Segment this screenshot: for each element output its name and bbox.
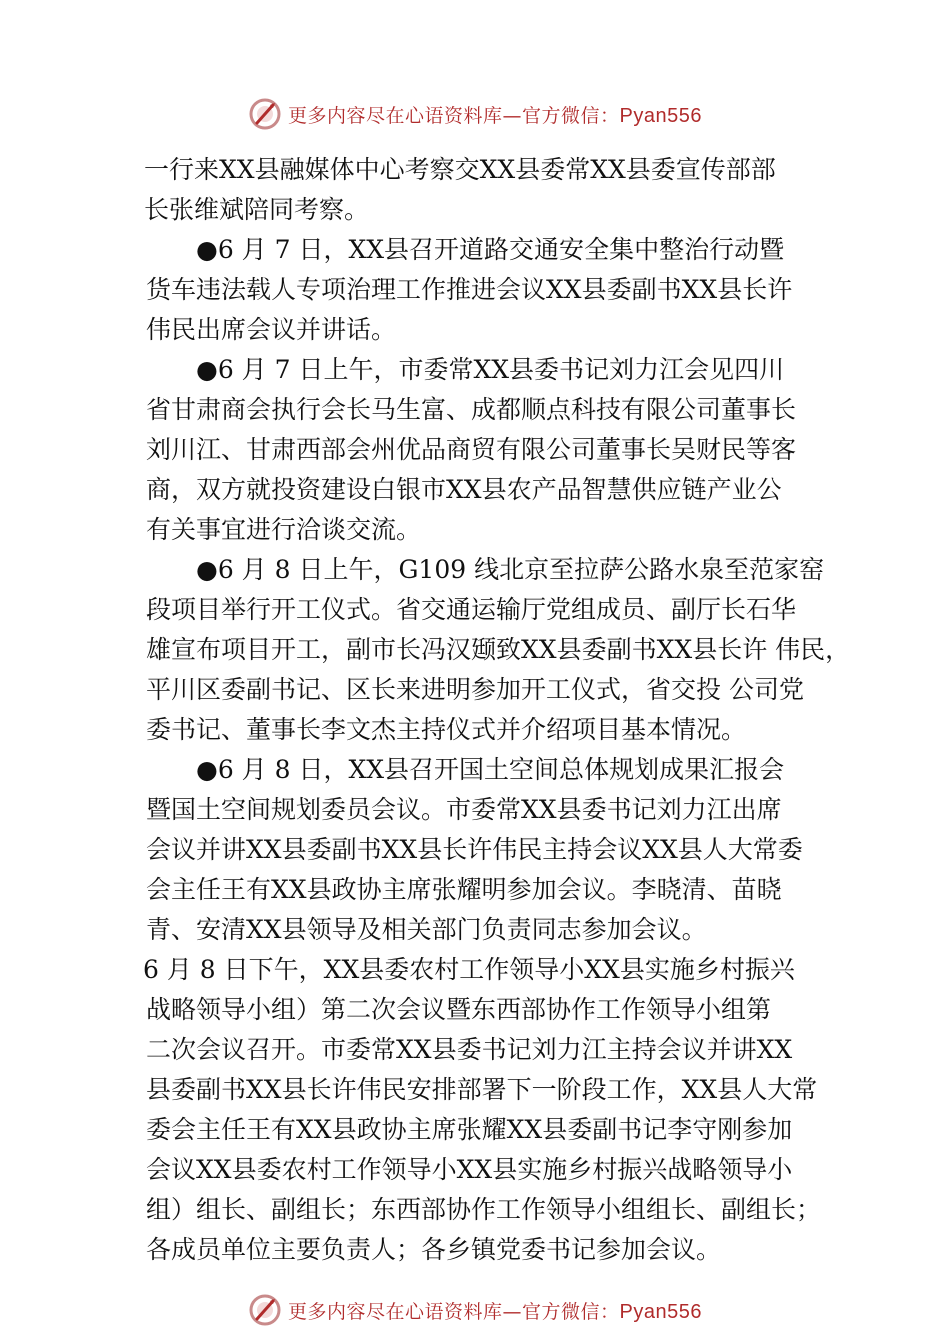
text-line: ●6 月 7 日，XX县召开道路交通安全集中整治行动暨 xyxy=(196,235,785,264)
text-line: ●6 月 8 日上午，G109 线北京至拉萨公路水泉至范家窑 xyxy=(196,555,825,584)
text-line: 县委副书XX县长许伟民安排部署下一阶段工作，XX县人大常 xyxy=(146,1075,818,1104)
paragraph-2 xyxy=(146,230,846,350)
text-line: 伟民出席会议并讲话。 xyxy=(146,315,397,344)
text-line: 刘川江、甘肃西部会州优品商贸有限公司董事长吴财民等客 xyxy=(146,435,797,464)
text-line: 会议XX县委农村工作领导小XX县实施乡村振兴战略领导小 xyxy=(146,1155,793,1184)
text-line: 组）组长、副组长；东西部协作工作领导小组组长、副组长； xyxy=(146,1195,822,1224)
text-line: 委会主任王有XX县政协主席张耀XX县委副书记李守刚参加 xyxy=(146,1115,793,1144)
header-banner-text: 更多内容尽在心语资料库—官方微信：Pyan556 xyxy=(288,104,702,127)
text-line: ●6 月 8 日，XX县召开国土空间总体规划成果汇报会 xyxy=(196,755,785,784)
text-line: 平川区委副书记、区长来进明参加开工仪式，省交投 公司党 xyxy=(146,675,804,704)
header-banner-account: Pyan556 xyxy=(619,104,702,127)
text-line: 商，双方就投资建设白银市XX县农产品智慧供应链产业公 xyxy=(146,475,782,504)
brand-logo-icon xyxy=(248,97,282,131)
text-line: 二次会议召开。市委常XX县委书记刘力江主持会议并讲XX xyxy=(146,1035,793,1064)
paragraph-4 xyxy=(146,550,851,750)
text-line: 会主任王有XX县政协主席张耀明参加会议。李晓清、苗晓 xyxy=(146,875,782,904)
text-line: 战略领导小组）第二次会议暨东西部协作工作领导小组第 xyxy=(146,995,772,1024)
paragraph-3 xyxy=(146,350,846,550)
text-line: 6 月 8 日下午，XX县委农村工作领导小XX县实施乡村振兴 xyxy=(143,955,795,984)
paragraph-1 xyxy=(144,150,846,230)
text-line: 委书记、董事长李文杰主持仪式并介绍项目基本情况。 xyxy=(146,715,747,744)
text-line: 段项目举行开工仪式。省交通运输厅党组成员、副厅长石华 xyxy=(146,595,797,624)
text-line: 长张维斌陪同考察。 xyxy=(144,195,370,224)
footer-banner xyxy=(0,1290,950,1330)
text-line: 暨国土空间规划委员会议。市委常XX县委书记刘力江出席 xyxy=(146,795,782,824)
text-line: 省甘肃商会执行会长马生富、成都顺点科技有限公司董事长 xyxy=(146,395,797,424)
text-line: 货车违法载人专项治理工作推进会议XX县委副书XX县长许 xyxy=(146,275,793,304)
footer-banner-text: 更多内容尽在心语资料库—官方微信：Pyan556 xyxy=(288,1300,702,1323)
text-line: 雄宣布项目开工，副市长冯汉颋致XX县委副书XX县长许 伟民， xyxy=(146,635,851,664)
text-line: 一行来XX县融媒体中心考察交XX县委常XX县委宣传部部 xyxy=(144,155,776,184)
text-line: ●6 月 7 日上午，市委常XX县委书记刘力江会见四川 xyxy=(196,355,785,384)
text-line: 有关事宜进行洽谈交流。 xyxy=(146,515,422,544)
footer-banner-account: Pyan556 xyxy=(619,1300,702,1323)
header-banner xyxy=(0,94,950,134)
text-line: 各成员单位主要负责人；各乡镇党委书记参加会议。 xyxy=(146,1235,722,1264)
text-line: 会议并讲XX县委副书XX县长许伟民主持会议XX县人大常委 xyxy=(146,835,803,864)
paragraph-6 xyxy=(143,950,846,1270)
brand-logo-icon xyxy=(248,1293,282,1327)
document-body xyxy=(143,150,851,1270)
paragraph-5 xyxy=(146,750,846,950)
text-line: 青、安清XX县领导及相关部门负责同志参加会议。 xyxy=(146,915,707,944)
